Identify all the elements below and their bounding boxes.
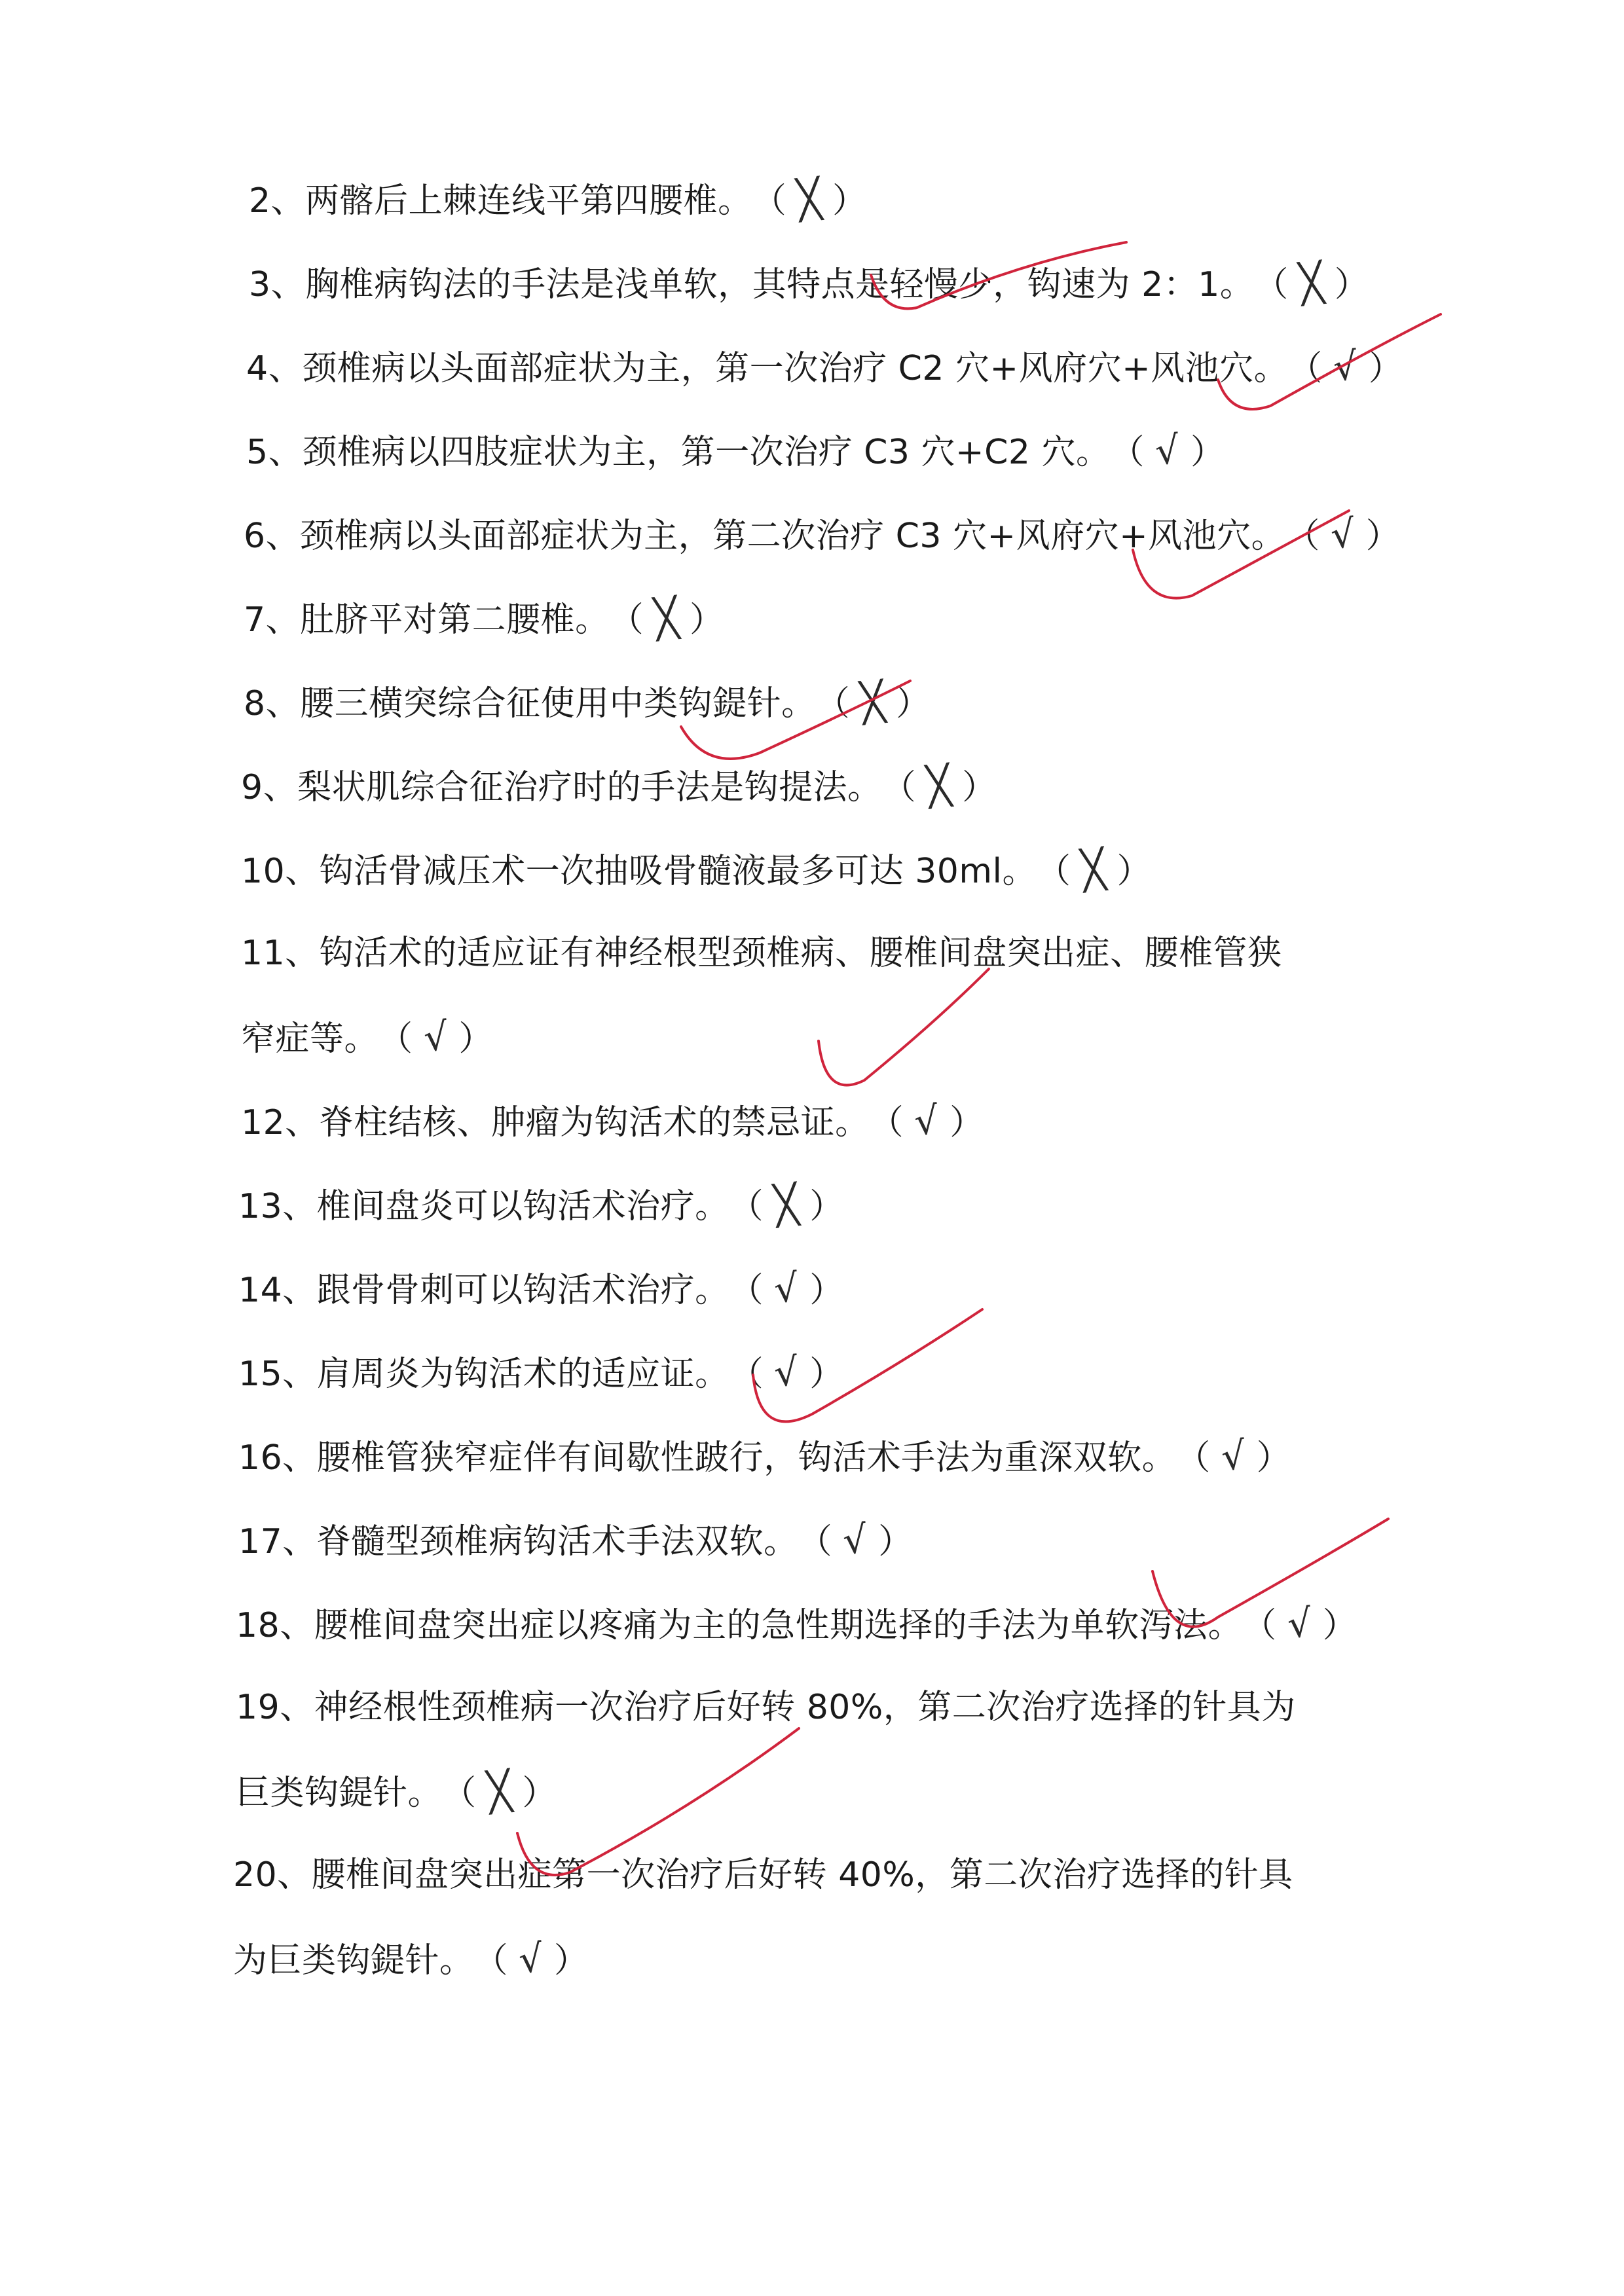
question-item [236,1684,1296,1731]
question-item: 4、颈椎病以头面部症状为主，第一次治疗 C2 穴+风府穴+风池穴。（ √ ） [246,343,1403,390]
question-item: 3、胸椎病钩法的手法是浅单软，其特点是轻慢少，钩速为 2：1。（ ╳ ） [249,259,1369,306]
question-item: 2、两髂后上棘连线平第四腰椎。（ ╳ ） [249,175,867,223]
question-item: 6、颈椎病以头面部症状为主，第二次治疗 C3 穴+风府穴+风池穴。（ √ ） [244,511,1400,558]
question-text: 11、钩活术的适应证有神经根型颈椎病、腰椎间盘突出症、腰椎管狭 [241,934,1282,973]
answer-mark: ╳ [795,175,824,223]
answer-mark: ╳ [773,1181,801,1228]
answer-mark: √ [1219,1432,1248,1480]
answer-mark: ╳ [858,678,887,725]
question-item: 14、跟骨骨刺可以钩活术治疗。（ √ ） [238,1265,844,1312]
answer-mark: √ [772,1265,802,1312]
question-item: 18、腰椎间盘突出症以疼痛为主的急性期选择的手法为单软泻法。（ √ ） [236,1600,1357,1647]
question-text: 14、跟骨骨刺可以钩活术治疗。 [238,1271,729,1310]
question-text: 4、颈椎病以头面部症状为主，第一次治疗 C2 穴+风府穴+风池穴。 [246,349,1289,388]
answer-mark: √ [516,1935,546,1982]
answer-mark: ╳ [1080,846,1108,893]
answer-mark: ╳ [925,762,953,809]
question-text: 窄症等。 [241,1019,379,1059]
question-text: 为巨类钩鍉针。 [233,1941,474,1980]
question-item: 13、椎间盘炎可以钩活术治疗。（ ╳ ） [238,1181,844,1228]
question-text: 16、腰椎管狭窄症伴有间歇性跛行，钩活术手法为重深双软。 [238,1438,1177,1478]
answer-mark: ╳ [485,1768,513,1815]
question-item: 9、梨状肌综合征治疗时的手法是钩提法。（ ╳ ） [241,762,997,809]
question-item: 12、脊柱结核、肿瘤为钩活术的禁忌证。（ √ ） [241,1097,984,1144]
question-text: 19、神经根性颈椎病一次治疗后好转 80%，第二次治疗选择的针具为 [236,1688,1296,1727]
answer-mark: ╳ [652,594,681,642]
question-text: 15、肩周炎为钩活术的适应证。 [238,1355,729,1394]
question-text: 6、颈椎病以头面部症状为主，第二次治疗 C3 穴+风府穴+风池穴。 [244,517,1286,556]
question-item-continuation: 巨类钩鍉针。（ ╳ ） [236,1768,557,1815]
question-item [233,1851,1293,1899]
question-item: 15、肩周炎为钩活术的适应证。（ √ ） [238,1349,844,1396]
question-text: 18、腰椎间盘突出症以疼痛为主的急性期选择的手法为单软泻法。 [236,1606,1243,1645]
answer-mark: √ [772,1349,802,1396]
question-text: 巨类钩鍉针。 [236,1774,443,1813]
answer-mark: √ [1331,343,1360,390]
question-text: 13、椎间盘炎可以钩活术治疗。 [238,1187,729,1226]
question-text: 17、脊髓型颈椎病钩活术手法双软。 [238,1522,798,1561]
question-item-continuation: 窄症等。（ √ ） [241,1013,493,1061]
question-text: 3、胸椎病钩法的手法是浅单软，其特点是轻慢少，钩速为 2：1。 [249,265,1255,304]
answer-mark: √ [421,1013,451,1061]
question-text: 9、梨状肌综合征治疗时的手法是钩提法。 [241,768,882,807]
answer-mark: √ [912,1097,942,1144]
question-text: 20、腰椎间盘突出症第一次治疗后好转 40%，第二次治疗选择的针具 [233,1855,1293,1895]
answer-mark: √ [841,1516,870,1563]
answer-mark: √ [1285,1600,1314,1647]
question-item: 10、钩活骨减压术一次抽吸骨髓液最多可达 30ml。（ ╳ ） [241,846,1151,893]
question-text: 7、肚脐平对第二腰椎。 [244,600,610,640]
answer-mark: √ [1153,427,1183,474]
question-text: 2、两髂后上棘连线平第四腰椎。 [249,181,752,221]
question-text: 12、脊柱结核、肿瘤为钩活术的禁忌证。 [241,1103,870,1142]
answer-mark: ╳ [1297,259,1325,306]
question-item: 17、脊髓型颈椎病钩活术手法双软。（ √ ） [238,1516,913,1563]
question-item-continuation: 为巨类钩鍉针。（ √ ） [233,1935,589,1982]
question-item: 5、颈椎病以四肢症状为主，第一次治疗 C3 穴+C2 穴。（ √ ） [246,427,1225,474]
question-text: 8、腰三横突综合征使用中类钩鍉针。 [244,684,816,723]
question-text: 5、颈椎病以四肢症状为主，第一次治疗 C3 穴+C2 穴。 [246,433,1111,472]
question-item: 16、腰椎管狭窄症伴有间歇性跛行，钩活术手法为重深双软。（ √ ） [238,1432,1291,1480]
question-item: 8、腰三横突综合征使用中类钩鍉针。（ ╳ ） [244,678,931,725]
answer-mark: √ [1328,511,1357,558]
question-item: 7、肚脐平对第二腰椎。（ ╳ ） [244,594,724,642]
question-text: 10、钩活骨减压术一次抽吸骨髓液最多可达 30ml。 [241,852,1037,891]
question-item [241,930,1282,977]
